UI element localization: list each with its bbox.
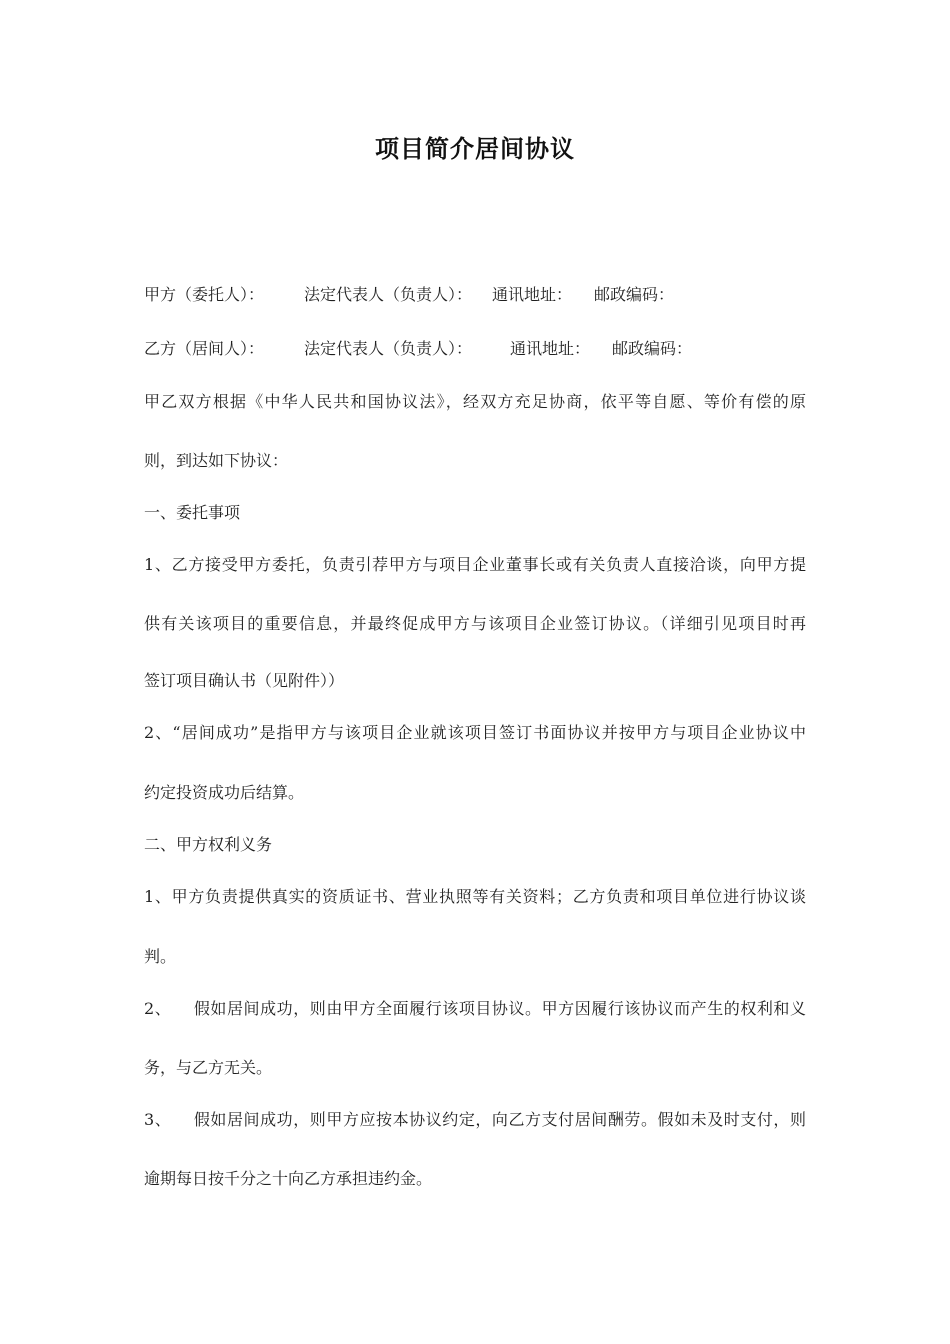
party-b-label: 乙方（居间人）： <box>144 339 265 358</box>
party-b-rep: 法定代表人（负责人）： <box>304 339 473 358</box>
document-title: 项目简介居间协议 <box>375 135 575 163</box>
party-a-row <box>144 283 814 307</box>
paragraph-line: 甲乙双方根据《中华人民共和国协议法》，经双方充足协商，依平等自愿、等价有偿的原 <box>144 392 806 411</box>
paragraph-line: 签订项目确认书（见附件）） <box>144 671 345 690</box>
party-b-address: 通讯地址： <box>510 339 591 358</box>
paragraph-line: 约定投资成功后结算。 <box>144 783 305 802</box>
party-b-postal: 邮政编码： <box>612 339 693 358</box>
paragraph-line: 务，与乙方无关。 <box>144 1058 273 1077</box>
paragraph-line: 3、 假如居间成功，则甲方应按本协议约定，向乙方支付居间酬劳。假如未及时支付，则 <box>144 1110 806 1129</box>
paragraph-line: 1、甲方负责提供真实的资质证书、营业执照等有关资料；乙方负责和项目单位进行协议谈 <box>144 887 806 906</box>
section-heading: 二、甲方权利义务 <box>144 835 273 854</box>
party-a-rep: 法定代表人（负责人）： <box>304 285 473 304</box>
paragraph-line: 判。 <box>144 947 177 966</box>
paragraph-line: 则，到达如下协议： <box>144 451 289 470</box>
section-heading: 一、委托事项 <box>144 503 241 522</box>
paragraph-line: 2、“居间成功”是指甲方与该项目企业就该项目签订书面协议并按甲方与项目企业协议中 <box>144 723 806 742</box>
party-a-postal: 邮政编码： <box>594 285 675 304</box>
paragraph-line: 1、乙方接受甲方委托，负责引荐甲方与项目企业董事长或有关负责人直接洽谈，向甲方提 <box>144 555 806 574</box>
party-b-row <box>144 337 814 361</box>
paragraph-line: 逾期每日按千分之十向乙方承担违约金。 <box>144 1169 433 1188</box>
paragraph-line: 2、 假如居间成功，则由甲方全面履行该项目协议。甲方因履行该协议而产生的权利和义 <box>144 999 806 1018</box>
party-a-address: 通讯地址： <box>492 285 573 304</box>
paragraph-line: 供有关该项目的重要信息，并最终促成甲方与该项目企业签订协议。（详细引见项目时再 <box>144 614 806 633</box>
party-a-label: 甲方（委托人）： <box>144 285 265 304</box>
